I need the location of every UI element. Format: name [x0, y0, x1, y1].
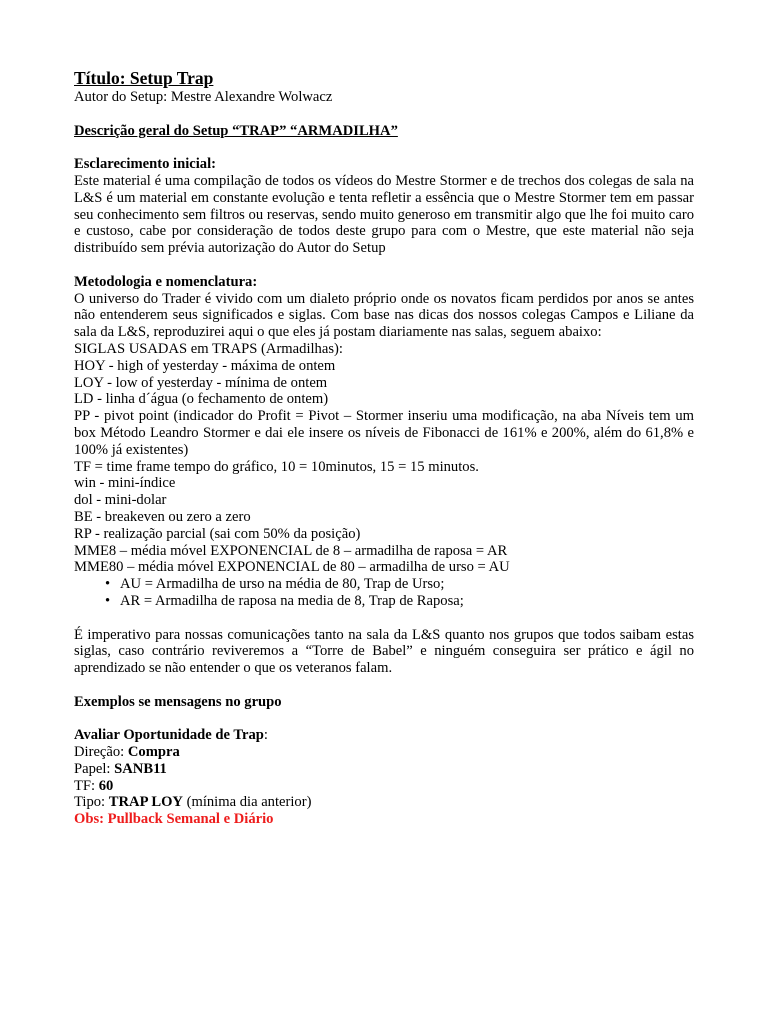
methodology-paragraph: O universo do Trader é vivido com um dialeto próprio onde os novatos ficam perdidos por anos se antes não entenderem seus significados e siglas. Com base nas dicas dos nossos colegas Campos e Liliane da sala da L&S, reproduzirei aqui o que eles já postam diariamente nas salas, seguem abaixo: [74, 290, 694, 341]
example-row-type [74, 794, 694, 811]
document-page [74, 68, 694, 828]
acronym-line: dol - mini-dolar [74, 492, 167, 509]
field-value: SANB11 [114, 760, 167, 777]
acronym-line: LOY - low of yesterday - mínima de ontem [74, 374, 328, 391]
field-value: Compra [127, 744, 180, 761]
field-suffix: (mínima dia anterior) [182, 794, 312, 811]
field-label: Tipo: [74, 794, 109, 811]
intro-heading: Esclarecimento inicial: [74, 156, 216, 173]
acronym-line: MME80 – média móvel EXPONENCIAL de 80 – armadilha de urso = AU [74, 559, 510, 576]
acronym-line: PP - pivot point (indicador do Profit = Pivot – Stormer inseriu uma modificação, na aba Níveis tem um box Método Leandro Stormer e dai ele insere os níveis de Fibonacci de 161% e 200%, além do 61,8% e 100% já existentes) [74, 408, 694, 458]
list-item [105, 576, 694, 593]
field-label: Papel: [74, 760, 115, 777]
bullet-icon: • [105, 576, 111, 593]
example-row-ticker [74, 761, 694, 778]
list-item-text: AR = Armadilha de raposa na media de 8, Trap de Raposa; [120, 592, 464, 609]
list-item [105, 593, 694, 610]
trap-bullet-list [74, 576, 694, 610]
example-row-direction [74, 744, 694, 761]
description-heading: Descrição geral do Setup “TRAP” “ARMADILHA” [74, 122, 398, 139]
example-heading-suffix: : [263, 727, 268, 744]
field-value: 60 [98, 777, 114, 794]
acronym-line: win - mini-índice [74, 475, 176, 492]
example-heading-text: Avaliar Oportunidade de Trap [74, 727, 264, 744]
list-item-text: AU = Armadilha de urso na média de 80, Trap de Urso; [120, 576, 445, 593]
acronym-line: SIGLAS USADAS em TRAPS (Armadilhas): [74, 340, 343, 357]
acronym-line: LD - linha d´água (o fechamento de ontem) [74, 391, 329, 408]
author-line: Autor do Setup: Mestre Alexandre Wolwacz [74, 89, 333, 105]
acronym-line: BE - breakeven ou zero a zero [74, 508, 251, 525]
document-title: Título: Setup Trap [74, 68, 214, 88]
acronym-line: TF = time frame tempo do gráfico, 10 = 10minutos, 15 = 15 minutos. [74, 458, 479, 475]
example-row-timeframe [74, 778, 694, 795]
acronym-line: RP - realização parcial (sai com 50% da posição) [74, 525, 361, 542]
intro-paragraph: Este material é uma compilação de todos os vídeos do Mestre Stormer e de trechos dos colegas de sala na L&S é um material em constante evolução e tenta refletir a essência que o Mestre Stormer tem em passar seu conhecimento sem filtros ou reservas, sendo muito generoso em transmitir algo que lhe foi muito caro e custoso, cabe por consideração de todos deste grupo para com o Mestre, que este material não seja distribuído sem prévia autorização do Autor do Setup [74, 172, 694, 257]
acronym-line: HOY - high of yesterday - máxima de ontem [74, 357, 336, 374]
field-value: TRAP LOY [108, 794, 183, 811]
bullet-icon: • [105, 592, 111, 609]
examples-heading: Exemplos se mensagens no grupo [74, 693, 282, 710]
field-label: Direção: [74, 744, 128, 761]
imperative-paragraph: É imperativo para nossas comunicações tanto na sala da L&S quanto nos grupos que todos saibam estas siglas, caso contrário reviveremos a “Torre de Babel” e ninguém conseguira ser prático e ágil no aprendizado se não entender o que os veteranos falam. [74, 626, 694, 677]
field-label: TF: [74, 777, 99, 794]
methodology-heading: Metodologia e nomenclatura: [74, 273, 258, 290]
acronym-line: MME8 – média móvel EXPONENCIAL de 8 – armadilha de raposa = AR [74, 542, 508, 559]
example-heading [74, 727, 694, 744]
observation-note: Obs: Pullback Semanal e Diário [74, 811, 274, 828]
